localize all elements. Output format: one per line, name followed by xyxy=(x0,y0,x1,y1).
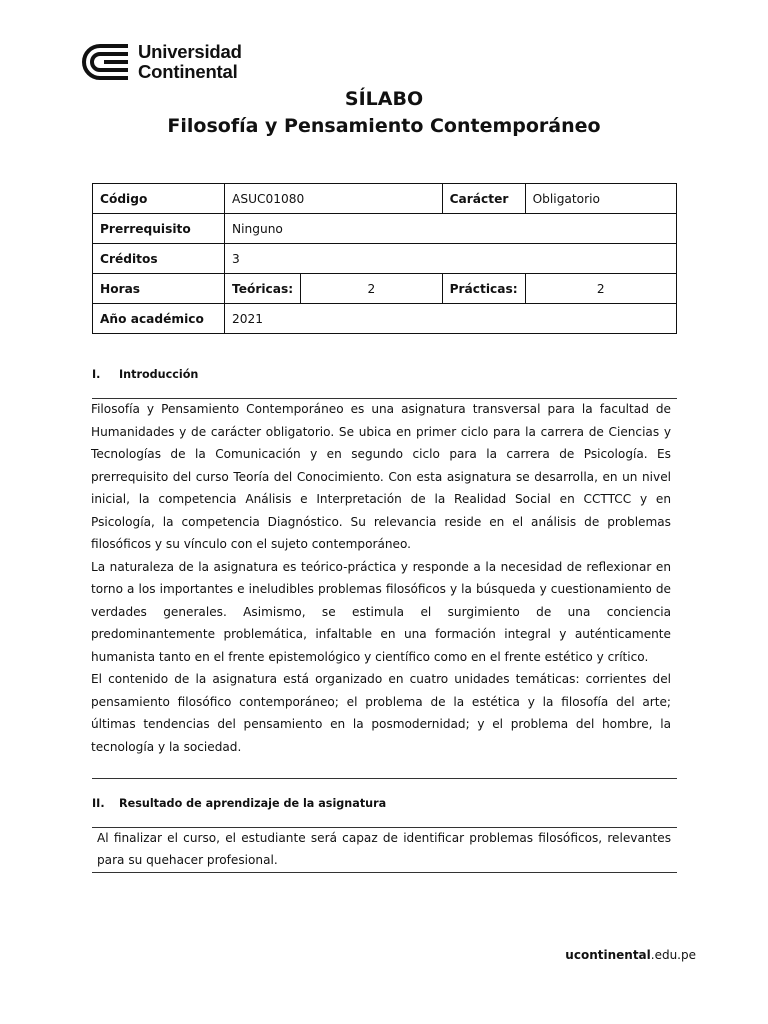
section-2-number: II. xyxy=(92,797,105,810)
creditos-value: 3 xyxy=(225,244,677,274)
codigo-value: ASUC01080 xyxy=(225,184,443,214)
course-info-table xyxy=(92,183,677,334)
teoricas-label: Teóricas: xyxy=(225,274,301,304)
intro-paragraph: Filosofía y Pensamiento Contemporáneo es una asignatura transversal para la facultad de Humanidades y de carácter obligatorio. Se ubica en primer ciclo para la carrera de Ciencias y Tecnologías de la Comunicación y en segundo ciclo para la carrera de Psicología. Es prerrequisito del curso Teoría del Conocimiento. Con esta asignatura se desarrolla, en un nivel inicial, la competencia Análisis e Interpretación de la Realidad Social en CCTTCC y en Psicología, la competencia Diagnóstico. Su relevancia reside en el análisis de problemas filosóficos y su vínculo con el sujeto contemporáneo. xyxy=(91,402,671,551)
title-silabo: SÍLABO xyxy=(344,88,424,110)
caracter-label: Carácter xyxy=(442,184,525,214)
caracter-value: Obligatorio xyxy=(525,184,676,214)
codigo-label: Código xyxy=(93,184,225,214)
logo-wordmark xyxy=(138,42,242,82)
teoricas-value: 2 xyxy=(301,274,443,304)
divider xyxy=(92,872,677,873)
table-row xyxy=(93,214,677,244)
practicas-label: Prácticas: xyxy=(442,274,525,304)
table-row xyxy=(93,184,677,214)
title-course: Filosofía y Pensamiento Contemporáneo xyxy=(167,115,601,137)
section-1-title: Introducción xyxy=(119,368,199,381)
anio-label: Año académico xyxy=(93,304,225,334)
intro-paragraph: La naturaleza de la asignatura es teórico-práctica y responde a la necesidad de reflexionar en torno a los importantes e ineludibles problemas filosóficos y la búsqueda y cuestionamiento de verdades generales. Asimismo, se estimula el surgimiento de una conciencia predominantemente problemática, infaltable en una formación integral y auténticamente humanista tanto en el frente epistemológico y científico como en el frente estético y crítico. xyxy=(91,559,671,664)
logo-line2: Continental xyxy=(138,61,238,82)
divider xyxy=(92,778,677,779)
horas-label: Horas xyxy=(93,274,225,304)
section-2-title: Resultado de aprendizaje de la asignatura xyxy=(119,797,387,810)
footer-url xyxy=(565,948,696,962)
footer-domain: .edu.pe xyxy=(650,948,696,962)
table-row xyxy=(93,304,677,334)
document-title xyxy=(0,86,768,140)
section-2-heading xyxy=(92,797,386,810)
intro-paragraph: El contenido de la asignatura está organizado en cuatro unidades temáticas: corrientes del pensamiento filosófico contemporáneo; el problema de la estética y la filosofía del arte; últimas tendencias del pensamiento en la posmodernidad; y el problema del hombre, la tecnología y la sociedad. xyxy=(91,672,671,754)
practicas-value: 2 xyxy=(525,274,676,304)
logo-line1: Universidad xyxy=(138,41,242,62)
prerrequisito-label: Prerrequisito xyxy=(93,214,225,244)
anio-value: 2021 xyxy=(225,304,677,334)
logo-mark-icon xyxy=(80,43,130,81)
learning-outcome-text: Al finalizar el curso, el estudiante será capaz de identificar problemas filosóficos, relevantes para su quehacer profesional. xyxy=(97,831,671,867)
table-row xyxy=(93,274,677,304)
section-1-number: I. xyxy=(92,368,101,381)
section-1-heading xyxy=(92,368,198,381)
university-logo xyxy=(80,42,242,82)
introduction-text xyxy=(91,398,671,758)
footer-brand: ucontinental xyxy=(565,948,651,962)
creditos-label: Créditos xyxy=(93,244,225,274)
table-row xyxy=(93,244,677,274)
prerrequisito-value: Ninguno xyxy=(225,214,677,244)
